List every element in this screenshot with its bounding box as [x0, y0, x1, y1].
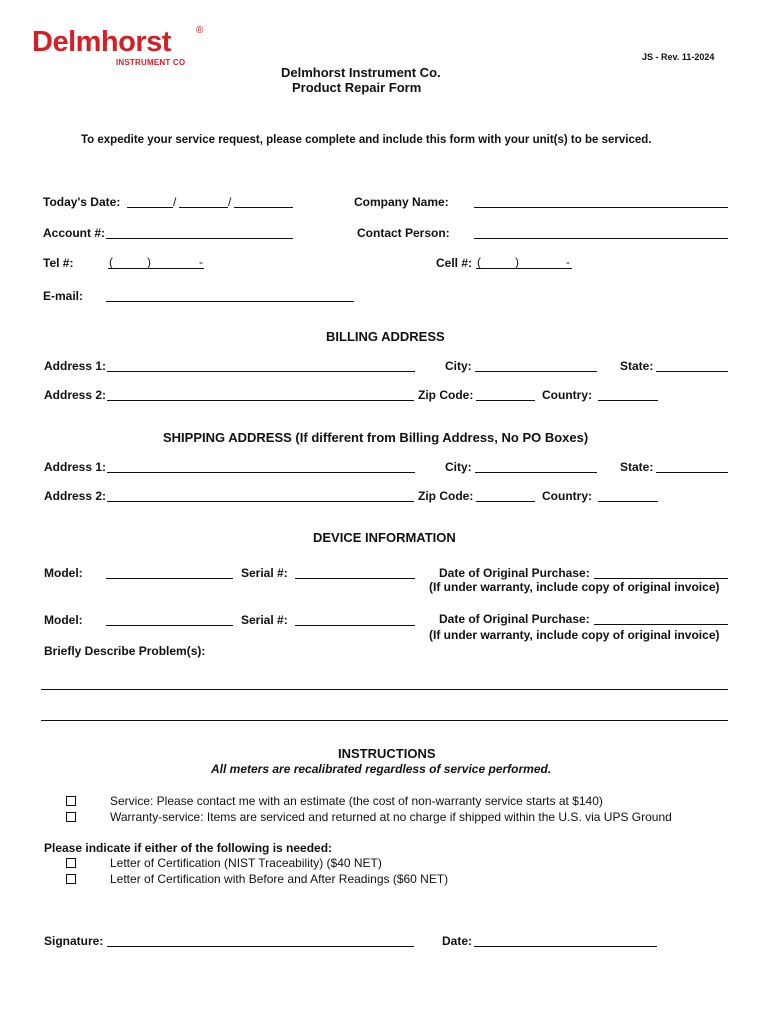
device-heading: DEVICE INFORMATION [313, 530, 456, 545]
purchase-date-label: Date of Original Purchase: [439, 566, 590, 580]
billing-address2-label: Address 2: [44, 388, 107, 402]
account-field[interactable] [106, 224, 293, 239]
cell-underline [476, 268, 572, 269]
date-separator: / [173, 195, 177, 209]
signature-label: Signature: [44, 934, 104, 948]
serial-label: Serial #: [241, 566, 288, 580]
signature-date-field[interactable] [474, 932, 657, 947]
company-name-field[interactable] [474, 193, 728, 208]
billing-state-label: State: [620, 359, 654, 373]
billing-zip-field[interactable] [476, 386, 535, 401]
tel-paren-open: ( [109, 255, 113, 269]
form-title: Product Repair Form [292, 80, 422, 95]
service-option-label: Service: Please contact me with an estimate (the cost of non-warranty service starts at $140) [110, 794, 603, 808]
purchase-date-label: Date of Original Purchase: [439, 612, 590, 626]
cell-dash: - [566, 255, 570, 269]
shipping-zip-label: Zip Code: [418, 489, 474, 503]
date-separator: / [228, 195, 232, 209]
signature-field[interactable] [107, 932, 414, 947]
serial-field[interactable] [295, 564, 415, 579]
contact-person-label: Contact Person: [357, 226, 450, 240]
instructions-note: All meters are recalibrated regardless of service performed. [211, 762, 552, 776]
model-field[interactable] [106, 564, 233, 579]
problem-line-2[interactable] [41, 706, 728, 721]
email-label: E-mail: [43, 289, 84, 303]
intro-text: To expedite your service request, please complete and include this form with your unit(s) to be serviced. [81, 134, 652, 146]
readings-cert-label: Letter of Certification with Before and After Readings ($60 NET) [110, 872, 449, 886]
logo-wordmark: Delmhorst [32, 26, 171, 58]
nist-cert-label: Letter of Certification (NIST Traceability) ($40 NET) [110, 856, 382, 870]
problem-line-1[interactable] [41, 675, 728, 690]
logo-subtitle: INSTRUMENT CO [116, 58, 186, 67]
date-month-field[interactable] [127, 193, 173, 208]
shipping-address2-label: Address 2: [44, 489, 107, 503]
nist-cert-checkbox[interactable] [66, 858, 76, 868]
billing-address1-label: Address 1: [44, 359, 107, 373]
shipping-heading: SHIPPING ADDRESS (If different from Billing Address, No PO Boxes) [163, 430, 589, 445]
cell-paren-close: ) [515, 255, 519, 269]
warranty-checkbox[interactable] [66, 812, 76, 822]
shipping-address2-field[interactable] [107, 487, 414, 502]
shipping-address1-field[interactable] [107, 458, 415, 473]
serial-field[interactable] [295, 611, 415, 626]
shipping-country-label: Country: [542, 489, 592, 503]
shipping-state-field[interactable] [656, 458, 728, 473]
billing-zip-label: Zip Code: [418, 388, 474, 402]
billing-state-field[interactable] [656, 357, 728, 372]
billing-country-field[interactable] [598, 386, 658, 401]
purchase-date-field[interactable] [594, 610, 728, 625]
model-label: Model: [44, 613, 83, 627]
billing-address2-field[interactable] [107, 386, 414, 401]
email-field[interactable] [106, 287, 354, 302]
warranty-note: (If under warranty, include copy of original invoice) [429, 580, 720, 594]
readings-cert-checkbox[interactable] [66, 874, 76, 884]
cell-label: Cell #: [436, 256, 473, 270]
date-day-field[interactable] [179, 193, 228, 208]
purchase-date-field[interactable] [594, 564, 728, 579]
billing-address1-field[interactable] [107, 357, 415, 372]
model-label: Model: [44, 566, 83, 580]
shipping-city-label: City: [445, 460, 472, 474]
tel-label: Tel #: [43, 256, 74, 270]
billing-country-label: Country: [542, 388, 592, 402]
cell-field[interactable] [484, 254, 570, 268]
shipping-city-field[interactable] [475, 458, 597, 473]
shipping-zip-field[interactable] [476, 487, 535, 502]
warranty-option-label: Warranty-service: Items are serviced and returned at no charge if shipped within the U.S. via UPS Ground [110, 810, 672, 824]
instructions-heading: INSTRUCTIONS [338, 746, 436, 761]
problem-label: Briefly Describe Problem(s): [44, 644, 206, 658]
company-title: Delmhorst Instrument Co. [281, 65, 441, 80]
shipping-address1-label: Address 1: [44, 460, 107, 474]
revision-code: JS - Rev. 11-2024 [642, 52, 715, 62]
tel-field[interactable] [116, 254, 202, 268]
tel-dash: - [199, 255, 203, 269]
account-label: Account #: [43, 226, 106, 240]
date-year-field[interactable] [234, 193, 293, 208]
certification-heading: Please indicate if either of the following is needed: [44, 841, 333, 855]
shipping-country-field[interactable] [598, 487, 658, 502]
tel-underline [108, 268, 204, 269]
model-field[interactable] [106, 611, 233, 626]
billing-heading: BILLING ADDRESS [326, 329, 445, 344]
cell-paren-open: ( [477, 255, 481, 269]
billing-city-field[interactable] [475, 357, 597, 372]
billing-city-label: City: [445, 359, 472, 373]
service-checkbox[interactable] [66, 796, 76, 806]
logo-registered: ® [196, 25, 204, 36]
company-name-label: Company Name: [354, 195, 449, 209]
shipping-state-label: State: [620, 460, 654, 474]
serial-label: Serial #: [241, 613, 288, 627]
tel-paren-close: ) [147, 255, 151, 269]
warranty-note: (If under warranty, include copy of original invoice) [429, 628, 720, 642]
todays-date-label: Today's Date: [43, 195, 121, 209]
signature-date-label: Date: [442, 934, 473, 948]
contact-person-field[interactable] [474, 224, 728, 239]
